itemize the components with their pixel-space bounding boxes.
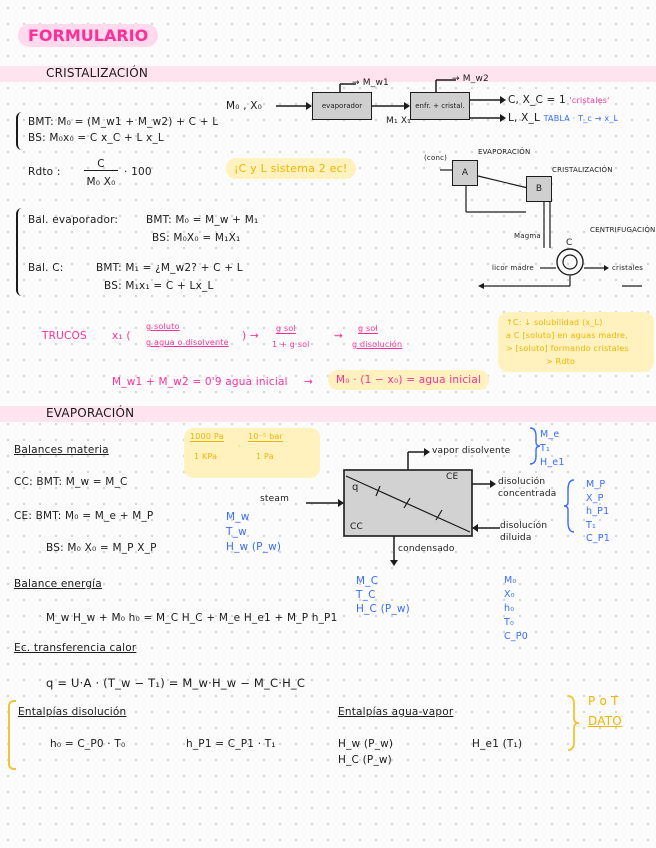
- ce-bmt: CE: BMT: M₀ = M_e + M_P: [14, 510, 154, 522]
- dil-in-label: disolución diluida: [500, 521, 548, 543]
- energy-equation: M_w H_w + M₀ h₀ = M_C H_C + M_e H_e1 + M_P h_P1: [46, 612, 338, 624]
- conv2-den: 1 Pa: [256, 452, 274, 461]
- yellow-note-line: a C [soluto] en aguas madre,: [506, 331, 628, 340]
- m1x1-label: M₁ X₁: [386, 116, 412, 126]
- cc-item: H_C (P_w): [356, 603, 410, 615]
- conv1-num: 1000 Pa: [190, 432, 224, 441]
- trucos-frac1-num: g soluto: [146, 322, 180, 331]
- ce-label: CE: [446, 472, 459, 482]
- heading-cristalizacion: CRISTALIZACIÓN: [46, 66, 149, 80]
- trucos-frac1-den: g agua o disolvente: [146, 338, 229, 347]
- output-c-label: C, X_C = 1: [508, 94, 566, 106]
- vapor-label: vapor disolvente: [432, 446, 511, 456]
- trucos-frac3-den: g disolución: [352, 340, 403, 349]
- trucos-frac3-num: g sol: [358, 324, 378, 333]
- cc-label: CC: [350, 522, 363, 532]
- feed-item: X₀: [504, 589, 515, 600]
- trucos-frac2-den: 1 + g sol: [272, 340, 310, 349]
- rdto-denominator: M₀ X₀: [86, 176, 116, 188]
- vapor-item: M_e: [540, 429, 560, 440]
- product-item: h_P1: [586, 506, 610, 517]
- diag2-magma: Magma: [514, 232, 541, 240]
- unit-a-box: A: [452, 160, 478, 186]
- note-c-l-system: ¡C y L sistema 2 ec!: [226, 158, 356, 179]
- product-item: C_P1: [586, 533, 610, 544]
- product-item: M_P: [586, 479, 606, 490]
- rdto-factor: · 100: [124, 166, 152, 178]
- trucos-x: x₁ (: [112, 330, 131, 342]
- transfer-equation: q = U·A · (T_w − T₁) = M_w·H_w − M_C·H_C: [46, 676, 306, 690]
- ec-transferencia-heading: Ec. transferencia calor: [14, 642, 137, 654]
- trucos-arrow1: ) →: [242, 330, 259, 342]
- diag2-cristalizacion: CRISTALIZACIÓN: [552, 166, 613, 174]
- vapor-item: H_e1: [540, 457, 565, 468]
- feed-item: C_P0: [504, 631, 528, 642]
- condensado-label: condensado: [398, 544, 455, 554]
- he1-entalpia: H_e1 (T₁): [472, 738, 523, 750]
- steam-item: T_w: [226, 526, 247, 538]
- output-c-note: 'cristales': [569, 96, 610, 105]
- steam-item: H_w (P_w): [226, 541, 282, 553]
- heading-evaporacion: EVAPORACIÓN: [46, 406, 135, 420]
- bal-c-bmt: BMT: M₁ = ¿M_w2? + C + L: [96, 262, 243, 274]
- dato-label: DATO: [588, 714, 622, 728]
- cris-bmt: BMT: M₀ = (M_w1 + M_w2) + C + L: [28, 116, 219, 128]
- unit-b-box: B: [526, 176, 552, 202]
- h0-equation: h₀ = C_P0 · T₀: [50, 738, 126, 750]
- pot-label: P o T: [588, 694, 619, 708]
- yellow-note-line: > [soluto] formando cristales: [506, 344, 629, 353]
- entalpias-agua-heading: Entalpías agua-vapor: [338, 706, 454, 718]
- entalpias-disolucion-heading: Entalpías disolución: [18, 706, 127, 718]
- rdto-label: Rdto :: [28, 166, 61, 178]
- water-pink: M_w1 + M_w2 = 0'9 agua inicial: [112, 376, 288, 388]
- output-l-label: L, X_L: [508, 112, 541, 124]
- unit-c-label: C: [566, 238, 573, 248]
- diag2-cristales: cristales: [612, 264, 644, 272]
- steam-item: M_w: [226, 511, 250, 523]
- trucos-frac2-num: g sol: [276, 324, 296, 333]
- water-arrow: →: [304, 376, 313, 388]
- product-item: X_P: [586, 492, 604, 504]
- evap-bs: BS: M₀ X₀ = M_P X_P: [46, 542, 157, 554]
- yellow-note-line: ↑C: ↓ solubilidad (x_L): [506, 318, 603, 327]
- hc-entalpia: H_C (P_w): [338, 754, 392, 766]
- bal-c-label: Bal. C:: [28, 262, 64, 274]
- vapor-item: T₁: [540, 443, 551, 454]
- evaporador-box: evaporador: [312, 92, 372, 120]
- diag2-evaporacion: EVAPORACIÓN: [478, 148, 531, 156]
- bal-c-bs: BS: M₁x₁ = C + Lx_L: [104, 280, 214, 292]
- enfr-cristal-box: enfr. + cristal.: [410, 92, 470, 120]
- conv2-num: 10⁻⁵ bar: [248, 432, 284, 441]
- bal-evap-label: Bal. evaporador:: [28, 214, 119, 226]
- product-item: T₁: [586, 519, 597, 531]
- steam-label: steam: [260, 494, 290, 504]
- diag2-centrifugacion: CENTRIFUGACIÓN: [590, 226, 656, 234]
- mw1-label: → M_w1: [352, 78, 389, 88]
- feed-item: h₀: [504, 603, 515, 614]
- conv-dot: ·: [238, 442, 241, 451]
- diag2-conc: (conc): [424, 154, 448, 162]
- cc-bmt: CC: BMT: M_w = M_C: [14, 476, 128, 488]
- cc-item: M_C: [356, 575, 379, 587]
- bal-evap-bs: BS: M₀X₀ = M₁X₁: [152, 232, 241, 244]
- hp1-equation: h_P1 = C_P1 · T₁: [186, 738, 276, 750]
- mw2-label: → M_w2: [452, 74, 489, 84]
- feed-item: M₀: [504, 575, 517, 586]
- water-yellow: M₀ · (1 − x₀) = agua inicial: [328, 370, 489, 390]
- page-title: FORMULARIO: [18, 24, 158, 47]
- rdto-numerator: C: [84, 158, 118, 171]
- conv1-den: 1 KPa: [194, 452, 218, 461]
- feed-label: M₀ , X₀: [226, 100, 263, 112]
- hw-entalpia: H_w (P_w): [338, 738, 394, 750]
- bal-evap-bmt: BMT: M₀ = M_w + M₁: [146, 214, 259, 226]
- diag2-licor: licor madre: [492, 264, 534, 272]
- feed-item: T₀: [504, 617, 515, 628]
- balances-materia-heading: Balances materia: [14, 444, 109, 456]
- cris-bs: BS: M₀x₀ = C x_C + L x_L: [28, 132, 164, 144]
- cc-item: T_C: [356, 589, 376, 601]
- trucos-arrow2: ⇝: [334, 330, 343, 342]
- trucos-label: TRUCOS: [42, 330, 87, 342]
- conc-out-label: disolución concentrada: [498, 477, 557, 499]
- output-l-note: TABLA · T_c → x_L: [543, 114, 619, 123]
- q-label: q: [352, 482, 359, 493]
- balance-energia-heading: Balance energía: [14, 578, 102, 590]
- yellow-note-line: > Rdto: [546, 357, 576, 366]
